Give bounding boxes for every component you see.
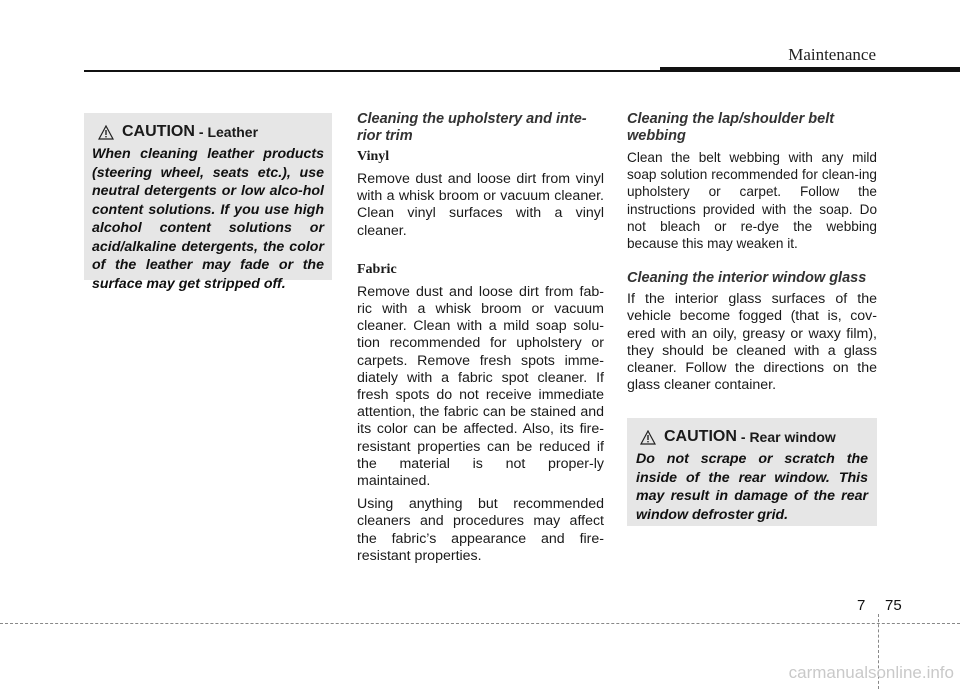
sub-heading-fabric: Fabric <box>357 261 397 277</box>
caution-subject: - Leather <box>198 124 259 140</box>
watermark: carmanualsonline.info <box>788 663 954 682</box>
warning-triangle-icon <box>98 125 114 140</box>
section-heading-glass: Cleaning the interior window glass <box>627 270 867 287</box>
page-number: 75 <box>885 597 902 614</box>
header-tab-bar <box>660 67 960 72</box>
section-heading-upholstery: Cleaning the upholstery and inte-rior trim <box>357 111 587 144</box>
column-right <box>627 111 877 400</box>
paragraph-fabric-2: Using anything but recommended cleaners and procedures may affect the fabric’s appearance and fire-resistant properties. <box>357 496 604 564</box>
section-heading-belt: Cleaning the lap/shoulder belt webbing <box>627 111 835 144</box>
column-middle <box>357 111 604 571</box>
caution-text: When cleaning leather products (steering wheel, seats etc.), use neutral detergents or low alco-hol content solutions. If you use high alcohol content solutions or acid/alkaline detergents, the color of the leather may fade or the surface may get stripped off. <box>92 146 324 292</box>
caution-header <box>92 123 324 141</box>
caution-subject: - Rear window <box>740 429 836 445</box>
caution-label: CAUTION <box>664 428 737 445</box>
paragraph-glass: If the interior glass surfaces of the vehicle become fogged (that is, cov-ered with an oily, greasy or waxy film), they should be cleaned with a glass cleaner. Follow the directions on the glass cleaner container. <box>627 291 877 394</box>
caution-box-rear-window <box>627 418 877 526</box>
paragraph-belt: Clean the belt webbing with any mild soap solution recommended for clean-ing upholstery or carpet. Follow the instructions provided with the soap. Do not bleach or re-dye the webbing because this may weaken it. <box>627 150 877 252</box>
chapter-number: 7 <box>857 597 866 614</box>
warning-triangle-icon <box>640 430 656 445</box>
sub-heading-vinyl: Vinyl <box>357 149 390 164</box>
paragraph-vinyl: Remove dust and loose dirt from vinyl with a whisk broom or vacuum cleaner. Clean vinyl surfaces with a vinyl cleaner. <box>357 171 604 239</box>
caution-label: CAUTION <box>122 123 195 140</box>
caution-box-leather <box>84 113 332 292</box>
caution-text: Do not scrape or scratch the inside of the rear window. This may result in damage of the rear window defroster grid. <box>636 451 868 523</box>
header-title: Maintenance <box>788 45 876 64</box>
paragraph-fabric-1: Remove dust and loose dirt from fab-ric with a whisk broom or vacuum cleaner. Clean with a mild soap solu-tion recommended for upholstery or carpets. Remove fresh spots imme-diately with a fabric spot cleaner. If fresh spots do not receive immediate attention, the fabric can be stained and its color can be affected. Also, its fire-resistant properties can be reduced if the material is not proper-ly maintained. <box>357 283 604 490</box>
footer-rule <box>0 623 960 624</box>
caution-header <box>636 428 868 446</box>
